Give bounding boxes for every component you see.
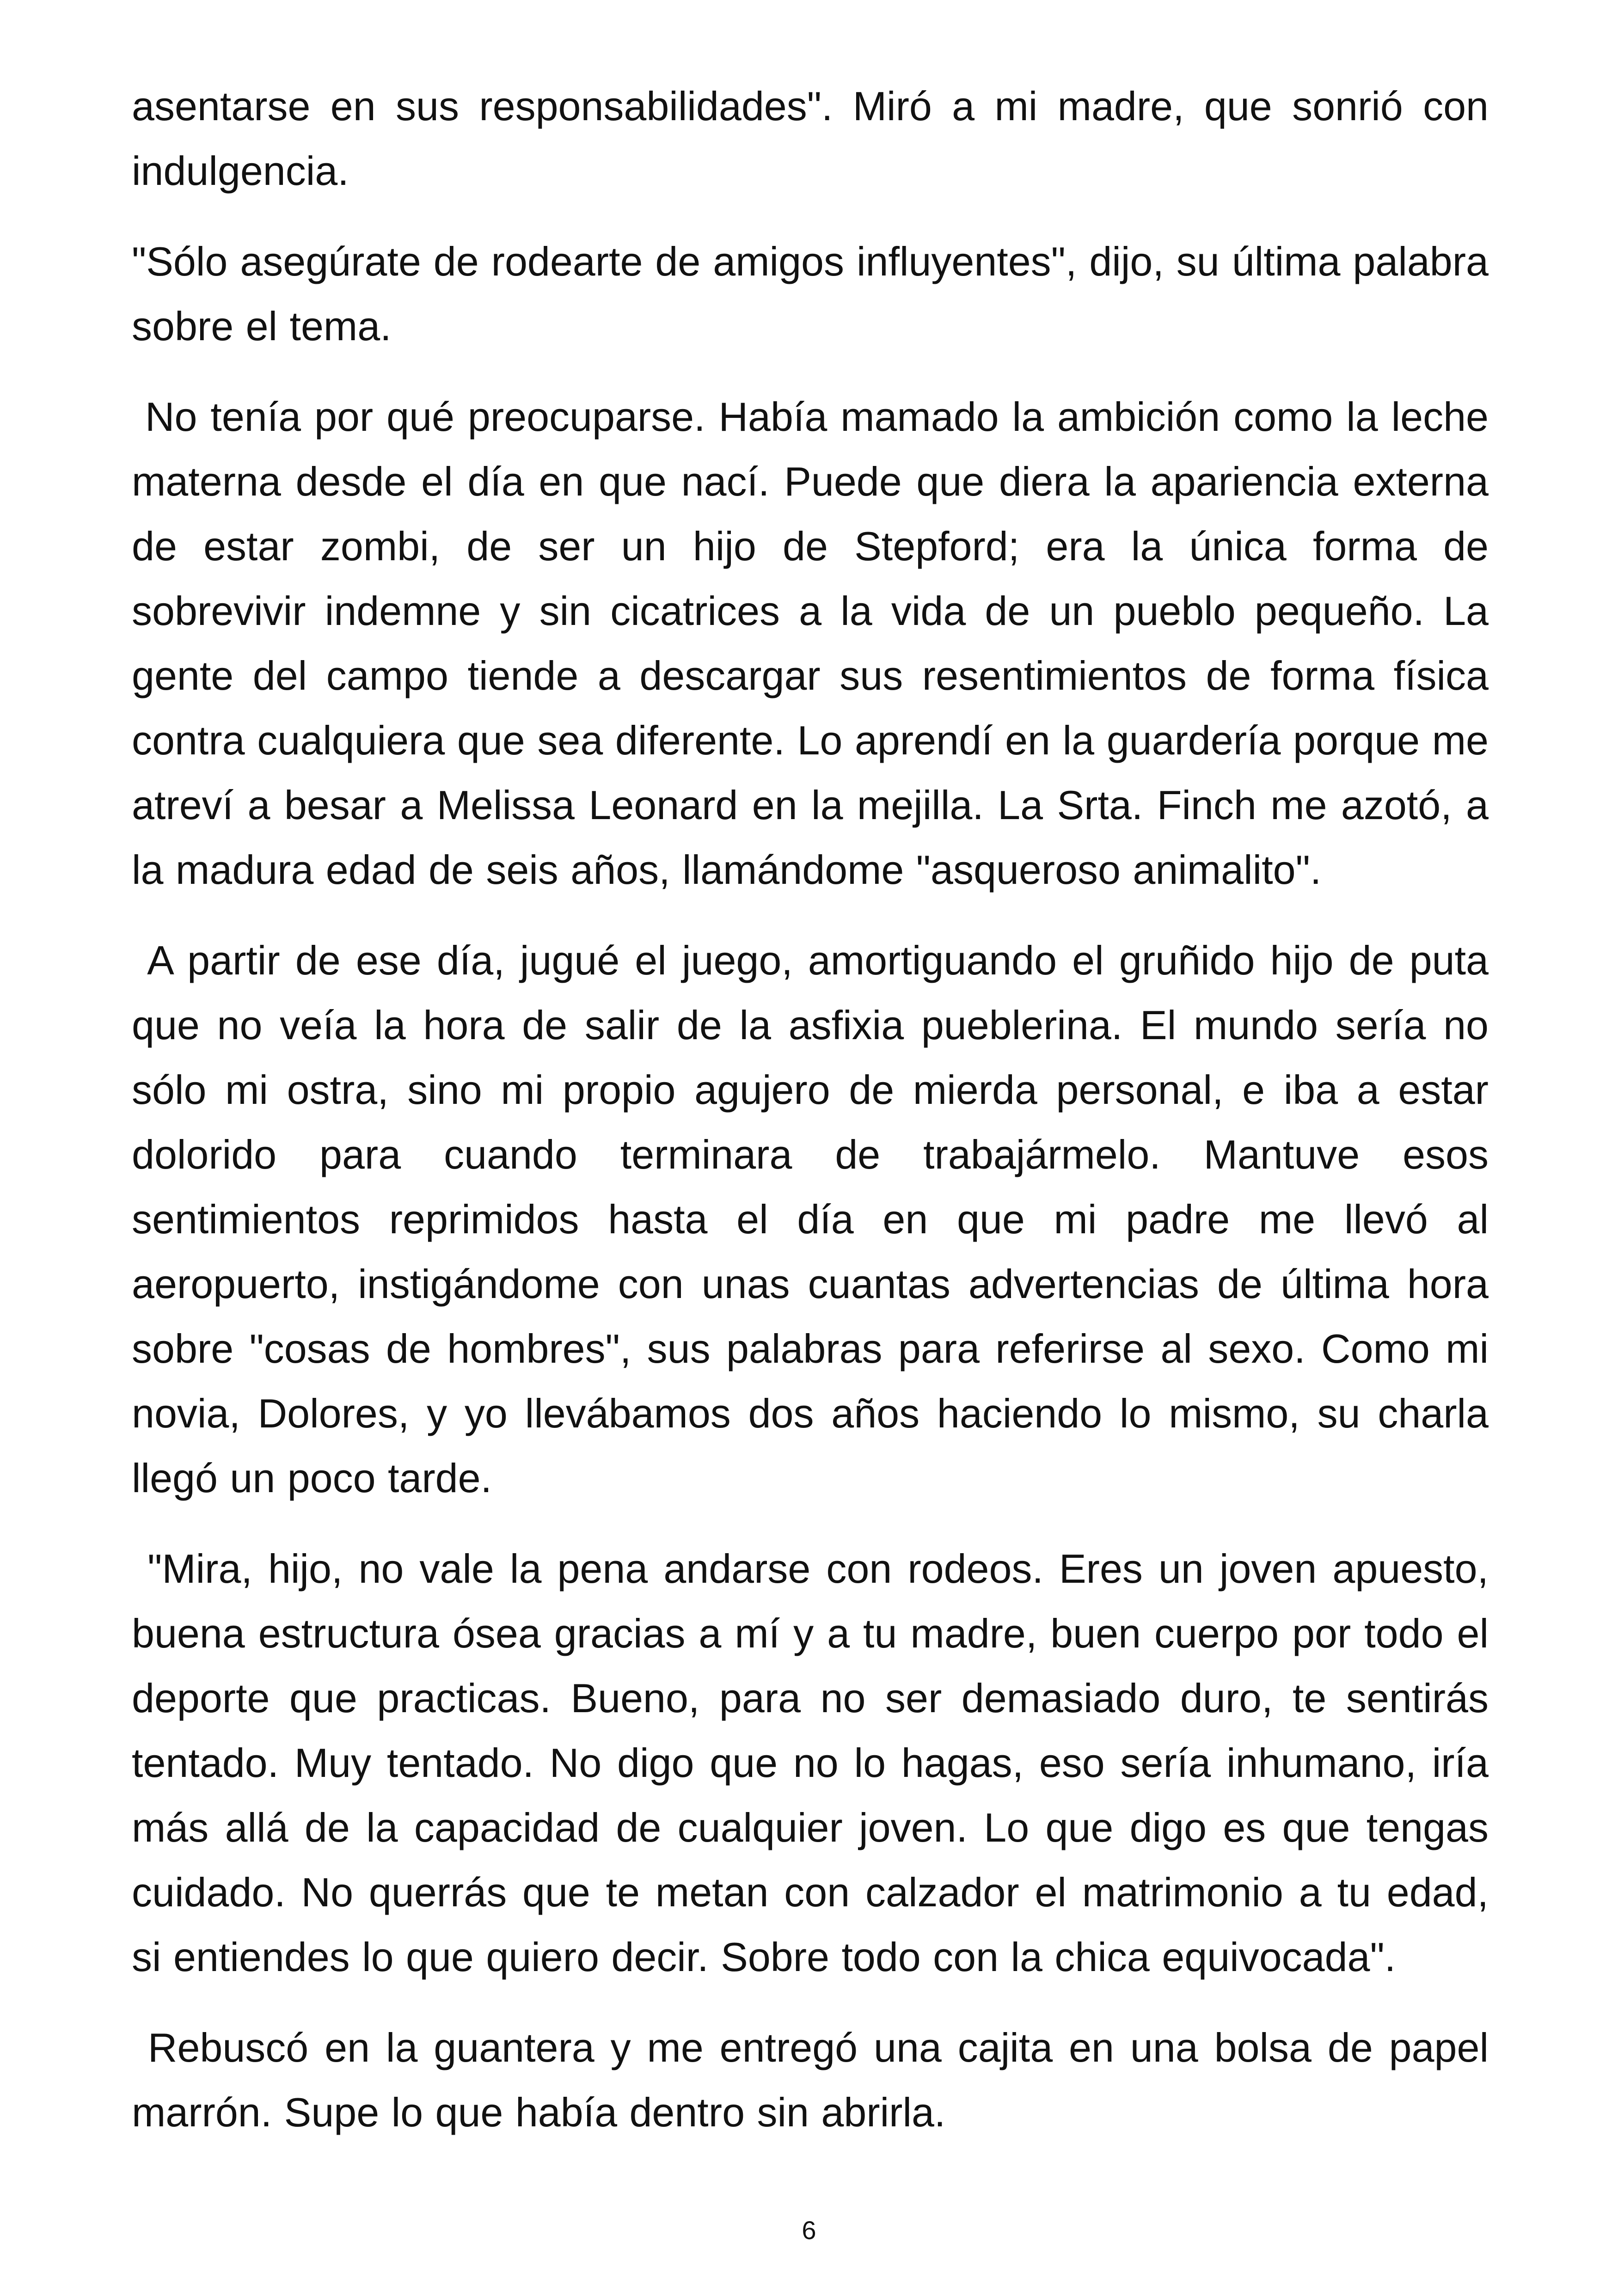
paragraph: Rebuscó en la guantera y me entregó una cajita en una bolsa de papel marrón. Supe lo que había dentro sin abrirla. <box>132 2025 1501 2135</box>
paragraph: "Sólo asegúrate de rodearte de amigos influyentes", dijo, su última palabra sobre el tema. <box>132 239 1501 349</box>
paragraph: "Mira, hijo, no vale la pena andarse con rodeos. Eres un joven apuesto, buena estructura ósea gracias a mí y a tu madre, buen cuerpo por todo el deporte que practicas. Bueno, para no ser demasiado duro, te sentirás tentado. Muy tentado. No digo que no lo hagas, eso sería inhumano, iría más allá de la capacidad de cualquier joven. Lo que digo es que tengas cuidado. No querrás que te metan con calzador el matrimonio a tu edad, si entiendes lo que quiero decir. Sobre todo con la chica equivocada". <box>132 1546 1501 1980</box>
body-text <box>132 74 1501 2171</box>
paragraph: A partir de ese día, jugué el juego, amortiguando el gruñido hijo de puta que no veía la hora de salir de la asfixia pueblerina. El mundo sería no sólo mi ostra, sino mi propio agujero de mierda personal, e iba a estar dolorido para cuando terminara de trabajármelo. Mantuve esos sentimientos reprimidos hasta el día en que mi padre me llevó al aeropuerto, instigándome con unas cuantas advertencias de última hora sobre "cosas de hombres", sus palabras para referirse al sexo. Como mi novia, Dolores, y yo llevábamos dos años haciendo lo mismo, su charla llegó un poco tarde. <box>132 937 1501 1501</box>
paragraph: No tenía por qué preocuparse. Había mamado la ambición como la leche materna desde el día en que nací. Puede que diera la apariencia externa de estar zombi, de ser un hijo de Stepford; era la única forma de sobrevivir indemne y sin cicatrices a la vida de un pueblo pequeño. La gente del campo tiende a descargar sus resentimientos de forma física contra cualquiera que sea diferente. Lo aprendí en la guardería porque me atreví a besar a Melissa Leonard en la mejilla. La Srta. Finch me azotó, a la madura edad de seis años, llamándome "asqueroso animalito". <box>132 394 1501 893</box>
paragraph: asentarse en sus responsabilidades". Miró a mi madre, que sonrió con indulgencia. <box>132 83 1501 194</box>
page-number: 6 <box>802 2216 816 2245</box>
